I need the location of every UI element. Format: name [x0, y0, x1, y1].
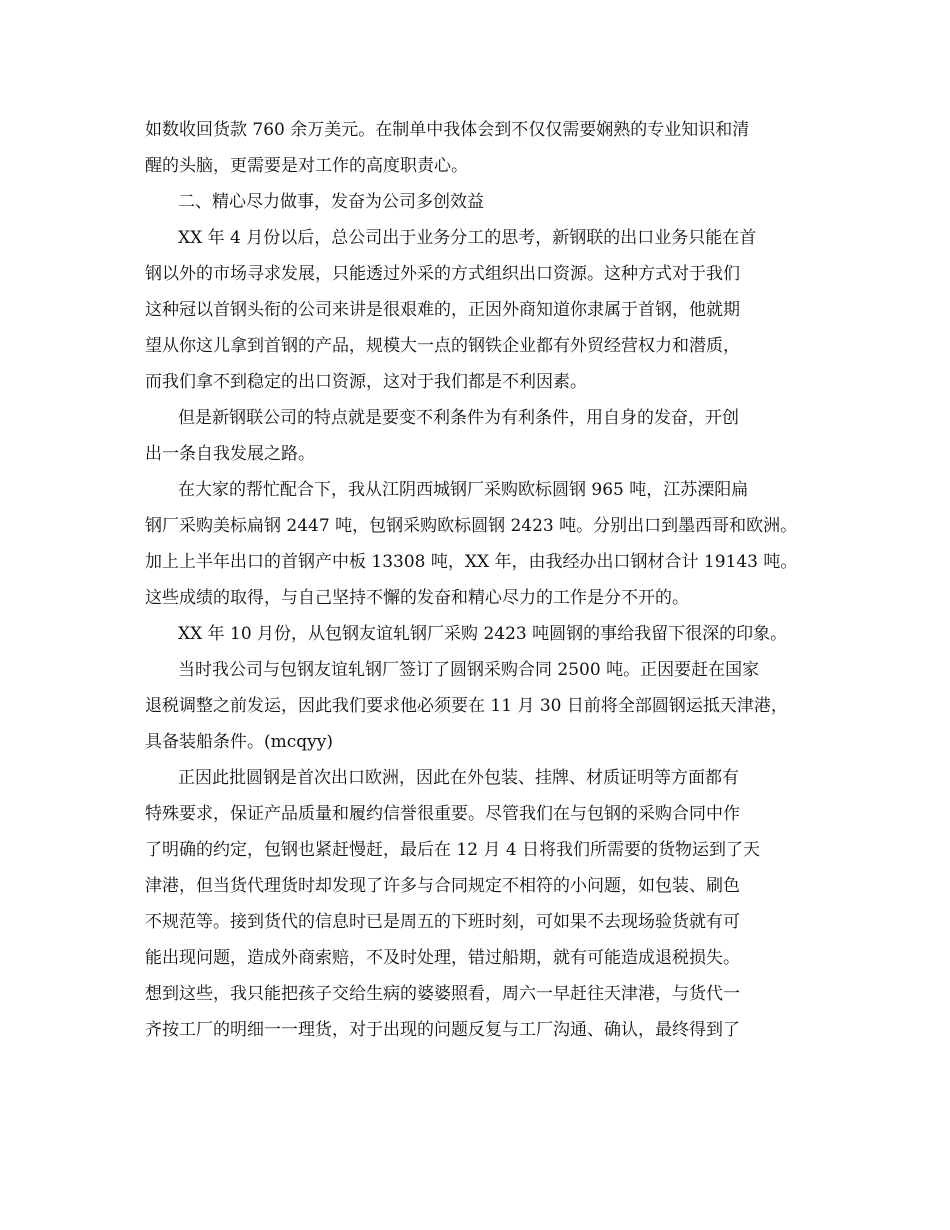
text-line: 这种冠以首钢头衔的公司来讲是很艰难的，正因外商知道你隶属于首钢，他就期 [145, 300, 740, 320]
text-line: 能出现问题，造成外商索赔，不及时处理，错过船期，就有可能造成退税损失。 [145, 948, 740, 968]
text-line: 这些成绩的取得，与自己坚持不懈的发奋和精心尽力的工作是分不开的。 [145, 588, 689, 608]
text-line: 加上上半年出口的首钢产中板 13308 吨，XX 年，由我经办出口钢材合计 19143 吨。 [145, 552, 798, 572]
text-line: 退税调整之前发运，因此我们要求他必须要在 11 月 30 日前将全部圆钢运抵天津港， [145, 696, 788, 716]
text-line: 了明确的约定，包钢也紧赶慢赶，最后在 12 月 4 日将我们所需要的货物运到了天 [145, 840, 761, 860]
text-line: 想到这些，我只能把孩子交给生病的婆婆照看，周六一早赶往天津港，与货代一 [145, 984, 740, 1004]
text-line: 而我们拿不到稳定的出口资源，这对于我们都是不利因素。 [145, 372, 587, 392]
text-line: 不规范等。接到货代的信息时已是周五的下班时刻，可如果不去现场验货就有可 [145, 912, 740, 932]
text-line: 出一条自我发展之路。 [145, 444, 315, 464]
text-line: 正因此批圆钢是首次出口欧洲，因此在外包装、挂牌、材质证明等方面都有 [178, 768, 739, 788]
text-line: 津港，但当货代理货时却发现了许多与合同规定不相符的小问题，如包装、刷色 [145, 876, 740, 896]
section-heading: 二、精心尽力做事，发奋为公司多创效益 [178, 192, 484, 212]
text-line: XX 年 4 月份以后，总公司出于业务分工的思考，新钢联的出口业务只能在首 [178, 228, 757, 248]
text-line: 钢厂采购美标扁钢 2447 吨，包钢采购欧标圆钢 2423 吨。分别出口到墨西哥和欧洲。 [145, 516, 798, 536]
text-line: 在大家的帮忙配合下，我从江阴西城钢厂采购欧标圆钢 965 吨，江苏溧阳扁 [178, 480, 749, 500]
text-line: XX 年 10 月份，从包钢友谊轧钢厂采购 2423 吨圆钢的事给我留下很深的印象。 [178, 624, 788, 644]
text-line: 钢以外的市场寻求发展，只能透过外采的方式组织出口资源。这种方式对于我们 [145, 264, 740, 284]
text-line: 具备装船条件。(mcqyy) [145, 732, 333, 752]
text-line: 当时我公司与包钢友谊轧钢厂签订了圆钢采购合同 2500 吨。正因要赶在国家 [178, 660, 760, 680]
text-line: 但是新钢联公司的特点就是要变不利条件为有利条件，用自身的发奋，开创 [178, 408, 739, 428]
text-line: 如数收回货款 760 余万美元。在制单中我体会到不仅仅需要娴熟的专业知识和清 [145, 120, 750, 140]
text-line: 醒的头脑，更需要是对工作的高度职责心。 [145, 156, 468, 176]
text-line: 望从你这儿拿到首钢的产品，规模大一点的钢铁企业都有外贸经营权力和潜质， [145, 336, 740, 356]
text-line: 特殊要求，保证产品质量和履约信誉很重要。尽管我们在与包钢的采购合同中作 [145, 804, 740, 824]
text-line: 齐按工厂的明细一一理货，对于出现的问题反复与工厂沟通、确认，最终得到了 [145, 1020, 740, 1040]
